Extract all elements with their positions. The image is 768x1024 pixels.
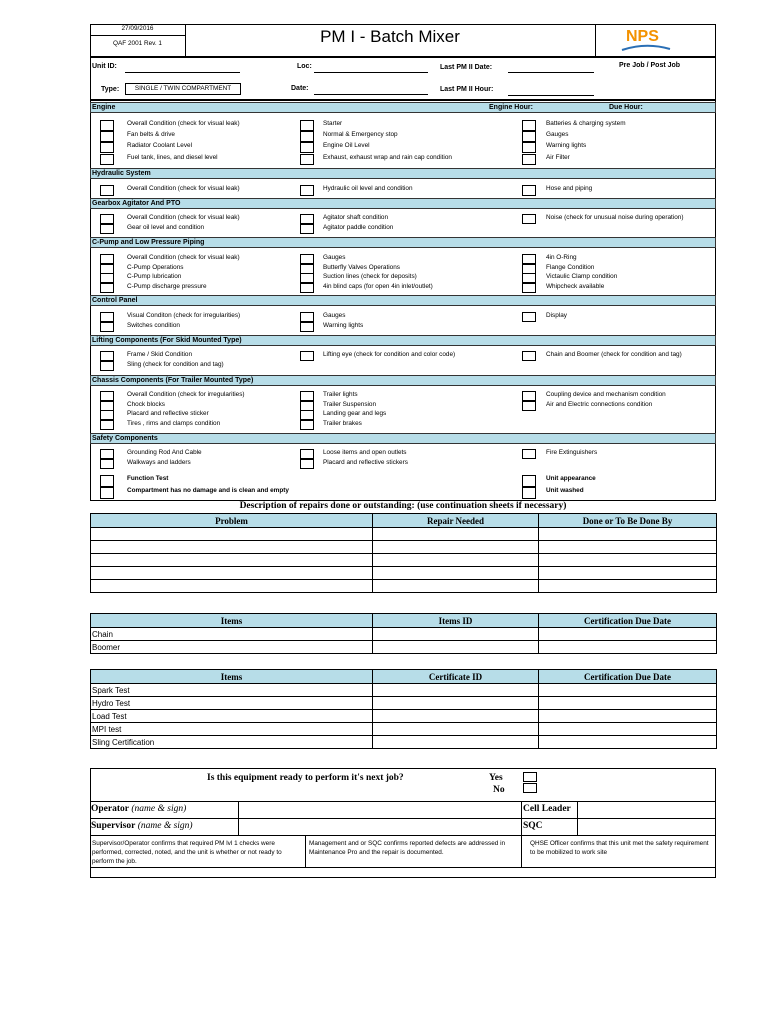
section-chassis-header: Chassis Components (For Trailer Mounted Type) (90, 375, 716, 386)
repairs-heading: Description of repairs done or outstanding: (use continuation sheets if necessary) (239, 501, 567, 511)
doc-code: QAF 2001 Rev. 1 (113, 40, 162, 47)
checkbox[interactable] (100, 487, 114, 499)
checklist-item-label: Fan belts & drive (127, 131, 175, 139)
cell-leader-field[interactable] (578, 802, 715, 818)
last-pm2-date-field[interactable] (508, 72, 594, 73)
section-engine-header: Engine (90, 102, 716, 113)
table-cell[interactable] (373, 528, 539, 541)
checklist-item-label: C-Pump discharge pressure (127, 282, 207, 290)
checklist-item-label: Fuel tank, lines, and diesel level (127, 153, 218, 161)
checkbox[interactable] (300, 142, 314, 153)
table-cell[interactable] (91, 528, 373, 541)
loc-label: Loc: (297, 63, 312, 70)
checkbox[interactable] (522, 142, 536, 153)
divider (521, 835, 522, 867)
checklist-item-label: Batteries & charging system (546, 120, 626, 127)
engine-hour-label: Engine Hour: (489, 104, 533, 111)
checklist-item-label: Exhaust, exhaust wrap and rain cap condition (323, 153, 452, 161)
table-row (91, 580, 717, 593)
column-header: Problem (91, 514, 373, 528)
table-cell[interactable] (373, 684, 539, 697)
checkbox[interactable] (522, 351, 536, 361)
table-row (91, 528, 717, 541)
checklist-item-label: Agitator shaft condition (323, 214, 389, 221)
table-row (91, 567, 717, 580)
checkbox[interactable] (100, 142, 114, 153)
loc-field[interactable] (314, 72, 428, 73)
table-cell[interactable] (539, 554, 717, 567)
unit-id-label: Unit ID: (92, 63, 117, 70)
cell-leader-label: Cell Leader (523, 804, 571, 814)
checklist-item-label: C-Pump lubrication (127, 273, 182, 280)
unit-id-field[interactable] (125, 72, 240, 73)
supervisor-label: Supervisor (name & sign) (91, 821, 193, 831)
checkbox[interactable] (100, 459, 114, 469)
checklist-item-label: Gear oil level and condition (127, 223, 205, 231)
table-cell[interactable] (91, 554, 373, 567)
checklist-item-label: Air Filter (546, 153, 570, 161)
date-field[interactable] (314, 94, 428, 95)
checklist-item-label: Hose and piping (546, 185, 593, 192)
checklist-item-label: Unit washed (546, 486, 584, 494)
checklist-item-label: Gauges (323, 312, 346, 319)
table-row (91, 723, 717, 736)
type-value[interactable]: SINGLE / TWIN COMPARTMENT (125, 83, 241, 95)
table-cell[interactable]: Load Test (91, 710, 373, 723)
checklist-item-label: Trailer Suspension (323, 400, 377, 408)
checklist-item-label: Landing gear and legs (323, 410, 387, 417)
doc-date: 27/09/2016 (121, 25, 154, 32)
checkbox[interactable] (100, 131, 114, 142)
checkbox[interactable] (100, 254, 114, 264)
section-control-header: Control Panel (90, 295, 716, 306)
column-header: Repair Needed (373, 514, 539, 528)
table-cell[interactable]: Chain (91, 628, 373, 641)
checklist-item-label: Starter (323, 120, 343, 127)
checkbox[interactable] (100, 401, 114, 411)
page-title: PM I - Batch Mixer (320, 27, 460, 46)
last-pm2-hour-field[interactable] (508, 95, 594, 96)
column-header: Certification Due Date (539, 614, 717, 628)
due-hour-label: Due Hour: (609, 104, 643, 111)
table-cell[interactable] (539, 641, 717, 654)
checklist-item-label: Sling (check for condition and tag) (127, 360, 224, 368)
table-cell[interactable] (373, 710, 539, 723)
table-cell[interactable] (539, 567, 717, 580)
divider (305, 835, 306, 867)
checkbox[interactable] (300, 185, 314, 196)
table-cell[interactable] (373, 736, 539, 749)
checklist-item-label: Coupling device and mechanism condition (546, 391, 666, 398)
table-row (91, 641, 717, 654)
no-label: No (493, 785, 505, 795)
checklist-item-label: C-Pump Operations (127, 263, 184, 271)
checkbox[interactable] (522, 283, 536, 293)
checklist-item-label: Placard and reflective stickers (323, 458, 408, 466)
checklist-item-label: Trailer brakes (323, 419, 362, 427)
divider (521, 801, 522, 835)
checklist-item-label: Visual Conditon (check for irregularities) (127, 312, 241, 319)
repairs-table (90, 513, 717, 593)
checklist-item-label: Overall Condition (check for visual leak) (127, 120, 240, 127)
table-cell[interactable] (539, 628, 717, 641)
checkbox[interactable] (300, 322, 314, 332)
logo-cell (595, 24, 717, 57)
section-gearbox-header: Gearbox Agitator And PTO (90, 198, 716, 209)
checkbox[interactable] (100, 224, 114, 234)
table-row (91, 697, 717, 710)
checkbox[interactable] (522, 449, 536, 459)
checkbox[interactable] (300, 401, 314, 411)
table-cell[interactable]: Hydro Test (91, 697, 373, 710)
table-cell[interactable]: MPI test (91, 723, 373, 736)
checklist-item-label: 4in blind caps (for open 4in inlet/outlet) (323, 282, 433, 290)
checkbox[interactable] (300, 449, 314, 459)
table-row (91, 684, 717, 697)
operator-sign-field[interactable] (239, 802, 520, 818)
checklist-item-label: Frame / Skid Condition (127, 351, 192, 358)
checkbox[interactable] (522, 185, 536, 196)
table-cell[interactable] (373, 723, 539, 736)
checklist-item-label: Loose items and open outlets (323, 449, 407, 456)
table-cell[interactable] (539, 580, 717, 593)
checklist-item-label: Warning lights (546, 142, 587, 150)
checkbox[interactable] (522, 264, 536, 274)
table-cell[interactable] (539, 697, 717, 710)
checkbox[interactable] (522, 154, 536, 165)
checklist-item-label: Placard and reflective sticker (127, 410, 209, 417)
table-row (91, 710, 717, 723)
checkbox[interactable] (300, 410, 314, 420)
checklist-item-label: Normal & Emergency stop (323, 131, 398, 139)
checkbox[interactable] (100, 322, 114, 332)
pre-post-job[interactable]: Pre Job / Post Job (619, 62, 681, 69)
checkbox[interactable] (300, 131, 314, 142)
table-cell[interactable] (91, 567, 373, 580)
table-cell[interactable] (373, 641, 539, 654)
checkbox[interactable] (522, 475, 536, 487)
doc-info-cell (90, 24, 186, 57)
table-cell[interactable] (91, 580, 373, 593)
column-header: Items (91, 670, 373, 684)
table-cell[interactable] (539, 528, 717, 541)
checkbox[interactable] (100, 185, 114, 196)
checkbox[interactable] (300, 254, 314, 264)
checklist-item-label: Chain and Boomer (check for condition and tag) (546, 351, 682, 358)
checklist-item-label: Compartment has no damage and is clean and empty (127, 486, 289, 494)
checkbox[interactable] (300, 391, 314, 401)
checklist-item-label: Trailer lights (323, 391, 358, 398)
table-cell[interactable] (539, 710, 717, 723)
checklist-item-label: Victaulic Clamp condition (546, 273, 618, 280)
checkbox[interactable] (522, 214, 536, 224)
table-cell[interactable] (373, 697, 539, 710)
column-header: Done or To Be Done By (539, 514, 717, 528)
checklist-item-label: Whipcheck available (546, 282, 605, 290)
checklist-item-label: Engine Oil Level (323, 142, 370, 150)
checkbox[interactable] (522, 487, 536, 499)
checkbox[interactable] (100, 449, 114, 459)
cert-table-tests (90, 669, 717, 749)
last-pm2-date-label: Last PM II Date: (440, 64, 493, 71)
checkbox[interactable] (100, 283, 114, 293)
management-note: Management and or SQC confirms reported defects are addressed in Maintenance Pro and the repair is documented. (309, 840, 506, 856)
divider (90, 35, 185, 36)
sqc-field[interactable] (578, 819, 715, 835)
date-label: Date: (291, 85, 309, 92)
checklist-item-label: Overall Condition (check for visual leak) (127, 185, 240, 192)
table-row (91, 554, 717, 567)
checkbox[interactable] (300, 351, 314, 361)
checklist-item-label: Fire Extinguishers (546, 449, 598, 456)
divider (90, 835, 716, 836)
checkbox[interactable] (522, 401, 536, 411)
qhse-note: QHSE Officer confirms that this unit met the safety requirement to be mobilized to work site (530, 840, 709, 856)
table-cell[interactable] (373, 554, 539, 567)
table-cell[interactable] (539, 723, 717, 736)
checkbox[interactable] (300, 459, 314, 469)
yes-label: Yes (489, 773, 503, 783)
checklist-item-label: Overall Condition (check for visual leak) (127, 254, 240, 261)
checklist-item-label: Overall Condition (check for irregularities) (127, 391, 245, 398)
checkbox[interactable] (522, 131, 536, 142)
table-cell[interactable]: Sling Certification (91, 736, 373, 749)
section-cpump-header: C-Pump and Low Pressure Piping (90, 237, 716, 248)
table-row (91, 628, 717, 641)
table-row (91, 541, 717, 554)
table-row (91, 736, 717, 749)
checklist-item-label: Noise (check for unusual noise during operation) (546, 214, 684, 221)
checkbox[interactable] (100, 273, 114, 283)
checklist-item-label: Gauges (323, 254, 346, 261)
sqc-label: SQC (523, 821, 543, 831)
checkbox[interactable] (300, 224, 314, 234)
checklist-item-label: Butterfly Valves Operations (323, 263, 400, 271)
table-cell[interactable] (373, 580, 539, 593)
checkbox[interactable] (300, 154, 314, 165)
table-cell[interactable] (539, 541, 717, 554)
divider (90, 867, 716, 868)
supervisor-note: Supervisor/Operator confirms that required PM lvl 1 checks were performed, corrected, noted, and the unit is whether or not ready to perform the job. (92, 840, 282, 865)
table-cell[interactable] (373, 541, 539, 554)
checklist-item-label: Display (546, 312, 567, 319)
checkbox[interactable] (300, 312, 314, 322)
cert-table-chain (90, 613, 717, 654)
checkbox[interactable] (100, 361, 114, 371)
table-cell[interactable]: Spark Test (91, 684, 373, 697)
supervisor-sign-field[interactable] (239, 819, 520, 835)
checkbox[interactable] (100, 120, 114, 131)
checkbox[interactable] (100, 351, 114, 361)
yes-checkbox[interactable] (523, 772, 537, 782)
checkbox[interactable] (522, 254, 536, 264)
checkbox[interactable] (100, 214, 114, 224)
table-cell[interactable] (373, 628, 539, 641)
checklist-item-label: Function Test (127, 475, 169, 482)
logo-swoosh-icon (620, 44, 672, 52)
table-cell[interactable]: Boomer (91, 641, 373, 654)
checklist-item-label: Overall Condition (check for visual leak) (127, 214, 240, 221)
checkbox[interactable] (100, 154, 114, 165)
table-cell[interactable] (539, 736, 717, 749)
checkbox[interactable] (100, 475, 114, 487)
checklist-item-label: Switches condition (127, 321, 180, 329)
checklist-item-label: Tires , rims and clamps condition (127, 419, 221, 427)
checkbox[interactable] (300, 264, 314, 274)
checkbox[interactable] (300, 214, 314, 224)
checkbox[interactable] (100, 312, 114, 322)
checklist-item-label: Hydraulic oil level and condition (323, 185, 413, 192)
checkbox[interactable] (300, 420, 314, 430)
checkbox[interactable] (300, 273, 314, 283)
checklist-item-label: Radiator Coolant Level (127, 142, 193, 150)
checkbox[interactable] (100, 264, 114, 274)
checklist-item-label: Lifting eye (check for condition and color code) (323, 351, 456, 358)
checkbox[interactable] (300, 283, 314, 293)
checkbox[interactable] (100, 410, 114, 420)
checklist-item-label: Air and Electric connections condition (546, 400, 653, 408)
ready-question: Is this equipment ready to perform it's next job? (207, 773, 404, 783)
checkbox[interactable] (522, 312, 536, 322)
checkbox[interactable] (522, 391, 536, 401)
checkbox[interactable] (522, 120, 536, 131)
section-safety-header: Safety Components (90, 433, 716, 444)
type-label: Type: (101, 86, 120, 93)
checkbox[interactable] (522, 273, 536, 283)
checklist-item-label: Walkways and ladders (127, 458, 191, 466)
checkbox[interactable] (100, 420, 114, 430)
checklist-item-label: Suction lines (check for deposits) (323, 273, 417, 280)
checklist-item-label: Warning lights (323, 321, 364, 329)
checklist-item-label: Chock blocks (127, 400, 166, 408)
nps-logo: NPS (626, 28, 659, 45)
checklist-item-label: Flange Condition (546, 263, 595, 271)
last-pm2-hour-label: Last PM II Hour: (440, 86, 494, 93)
table-cell[interactable] (539, 684, 717, 697)
column-header: Items (91, 614, 373, 628)
section-hydraulic-header: Hydraulic System (90, 168, 716, 179)
no-checkbox[interactable] (523, 783, 537, 793)
checklist-item-label: 4in O-Ring (546, 254, 577, 261)
table-cell[interactable] (373, 567, 539, 580)
checklist-item-label: Unit appearance (546, 475, 596, 482)
column-header: Certification Due Date (539, 670, 717, 684)
checkbox[interactable] (100, 391, 114, 401)
column-header: Items ID (373, 614, 539, 628)
checklist-item-label: Grounding Rod And Cable (127, 449, 202, 456)
checklist-item-label: Agitator paddle condition (323, 223, 394, 231)
column-header: Certificate ID (373, 670, 539, 684)
checkbox[interactable] (300, 120, 314, 131)
checklist-item-label: Gauges (546, 131, 569, 139)
operator-label: Operator (name & sign) (91, 804, 187, 814)
table-cell[interactable] (91, 541, 373, 554)
section-lifting-header: Lifting Components (For Skid Mounted Type) (90, 335, 716, 346)
